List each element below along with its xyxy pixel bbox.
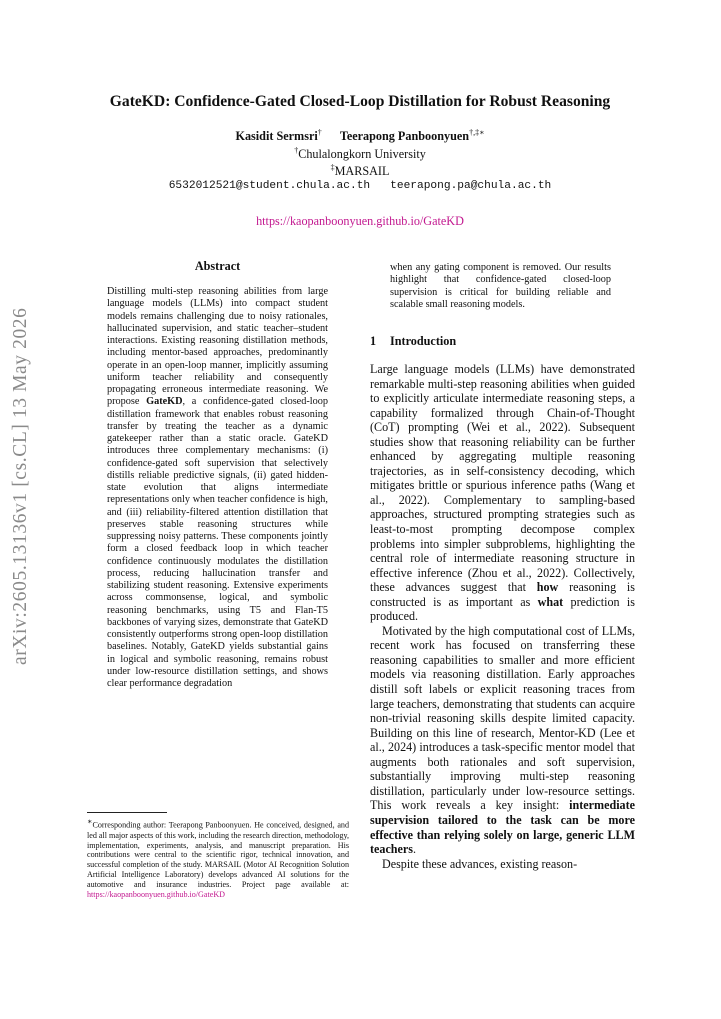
- paragraph: Motivated by the high computational cost of LLMs, recent work has focused on transferring these reasoning capabilities to smaller and more efficient models via reasoning distillation. Early approaches distill soft labels or explicit reasoning traces from large teachers, demonstrating that students can acquire non-trivial reasoning skills despite limited capacity. Building on this line of research, Mentor-KD (Lee et al., 2024) introduces a task-specific mentor model that augments both rationales and soft supervision, substantially improving multi-step reasoning distillation, particularly under low-resource settings. This work reveals a key insight: intermediate supervision tailored to the task can be more effective than relying solely on large, generic LLM teachers.: [370, 623, 635, 857]
- paragraph: Despite these advances, existing reason-: [382, 856, 578, 871]
- affiliation-name: MARSAIL: [334, 164, 390, 179]
- section-number: 1: [370, 334, 377, 348]
- author-emails: [60, 180, 660, 192]
- introduction-body: [370, 362, 635, 871]
- abstract-continuation: when any gating component is removed. Our results highlight that confidence-gated closed-loop supervision is critical for building reliable and scalable small reasoning models.: [390, 262, 611, 310]
- paper-title: GateKD: Confidence-Gated Closed-Loop Distillation for Robust Reasoning: [109, 93, 611, 110]
- affiliation-name: Chulalongkorn University: [298, 147, 426, 162]
- project-link[interactable]: https://kaopanboonyuen.github.io/GateKD: [256, 214, 464, 228]
- author-mark: †,‡∗: [469, 128, 485, 137]
- abstract-body: Distilling multi-step reasoning abilities from large language models (LLMs) into compact student models remains challenging due to noisy rationales, hallucinated supervision, and static teacher–student interactions. Existing reasoning distillation methods, including mentor-based approaches, predominantly operate in an open-loop manner, implicitly assuming uniform teacher reliability and consequently propagating erroneous intermediate reasoning. We propose GateKD, a confidence-gated closed-loop distillation framework that enables robust reasoning transfer by treating the teacher as a dynamic gatekeeper rather than a static oracle. GateKD introduces three complementary mechanisms: (i) confidence-gated soft supervision that selectively distills reliable predictive signals, (ii) gated hidden-state evolution that aligns intermediate representations only when teacher confidence is high, and (iii) reliability-filtered attention distillation that preserves stable reasoning structures while suppressing noisy patterns. These components jointly form a closed feedback loop in which teacher confidence continuously modulates the distillation process, reducing hallucination transfer and stabilizing student reasoning. Extensive experiments across commonsense, logical, and symbolic reasoning benchmarks, using T5 and Flan-T5 backbones of varying sizes, demonstrate that GateKD consistently outperforms strong open-loop distillation baselines. Notably, GateKD yields substantial gains in logical and symbolic reasoning, remains robust under low-resource distillation settings, and shows clear performance degradation: [107, 286, 328, 689]
- section-title: Introduction: [390, 334, 457, 348]
- method-name: GateKD: [146, 396, 183, 408]
- author-list: [60, 128, 660, 144]
- footnote-mark: ∗: [87, 817, 93, 826]
- footnote-rule: [87, 812, 167, 813]
- affiliation-mark: ‡: [330, 163, 335, 172]
- paragraph: Large language models (LLMs) have demonstrated remarkable multi-step reasoning abilities when guided to explicitly articulate intermediate reasoning steps, a capability formalized through Chain-of-Thought (CoT) prompting (Wei et al., 2022). Subsequent studies show that reasoning reliability can be further enhanced by aggregating multiple reasoning trajectories, as in self-consistency decoding, which mitigates brittle or spurious inference paths (Wang et al., 2022). Complementary to sampling-based approaches, structured prompting strategies such as least-to-most prompting decompose complex problems into simpler subproblems, highlighting the central role of intermediate reasoning structure in effective inference (Zhou et al., 2022). Collectively, these advances suggest that how reasoning is constructed is as important as what prediction is produced.: [370, 362, 635, 624]
- footnote-link[interactable]: https://kaopanboonyuen.github.io/GateKD: [87, 890, 226, 900]
- email-address[interactable]: 6532012521@student.chula.ac.th: [168, 180, 371, 192]
- footnote: ∗Corresponding author: Teerapong Panboonyuen. He conceived, designed, and led all major aspects of this work, including the research direction, methodology, implementation, experiments, analysis, and manuscript preparation. His contributions were central to the scientific rigor, technical innovation, and successful completion of the study. MARSAIL (Motor AI Recognition Solution Artificial Intelligence Laboratory) develops advanced AI solutions for the automotive and insurance industries. Project page available at: https://kaopanboonyuen.github.io/GateKD: [87, 817, 349, 900]
- arxiv-stamp: arXiv:2605.13136v1 [cs.CL] 13 May 2026: [10, 307, 31, 665]
- affiliation: [60, 163, 660, 179]
- author-mark: †: [317, 128, 322, 137]
- affiliation-mark: †: [294, 146, 299, 155]
- author-name: Teerapong Panboonyuen: [339, 129, 470, 144]
- email-address[interactable]: teerapong.pa@chula.ac.th: [390, 180, 552, 192]
- affiliation: [60, 146, 660, 162]
- author-name: Kasidit Sermsri: [235, 129, 318, 144]
- key-insight: intermediate supervision tailored to the task can be more effective than relying solely on large, generic LLM teachers: [370, 798, 635, 857]
- section-heading: [370, 334, 635, 349]
- abstract-heading: Abstract: [194, 259, 241, 273]
